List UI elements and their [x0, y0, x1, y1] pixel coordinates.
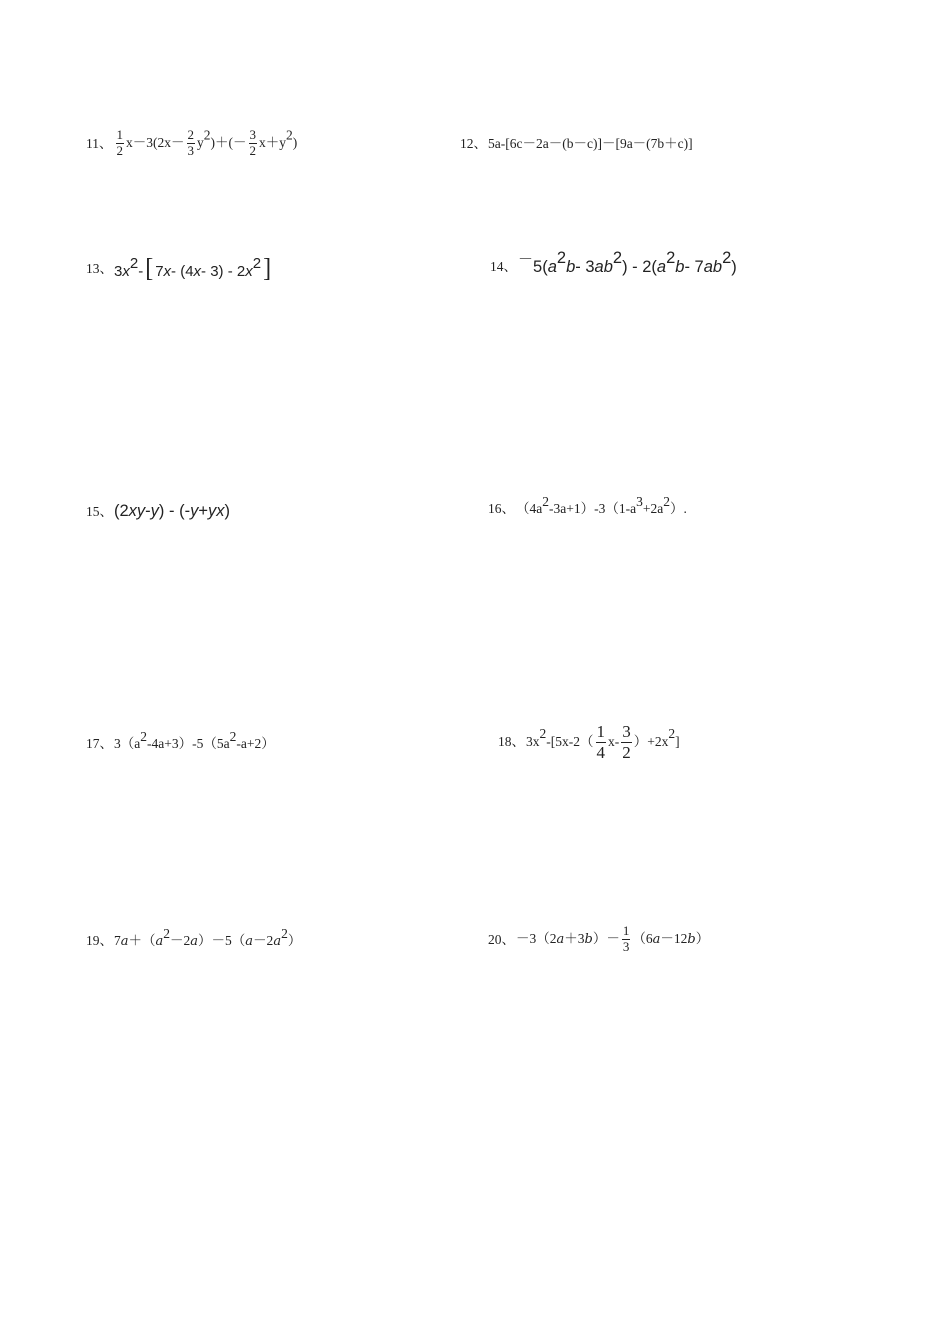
problem-number: 18、 [498, 734, 525, 750]
math-text: a [652, 931, 661, 947]
fraction-denominator: 3 [187, 142, 194, 158]
math-text: a [656, 258, 667, 277]
math-text: x－3(2x－ [126, 134, 185, 150]
problem-expression [516, 494, 687, 517]
math-text: ）－5（ [198, 933, 246, 949]
fraction-denominator: 2 [116, 142, 123, 158]
math-text: ） [287, 933, 302, 949]
math-text: 7 [155, 263, 164, 280]
superscript: 2 [203, 127, 211, 143]
fraction [622, 924, 631, 955]
math-text: ＋（ [128, 933, 156, 949]
problem-expression [114, 254, 273, 284]
math-text: x [122, 263, 130, 280]
math-text: -3a+1）-3（1-a [549, 501, 637, 517]
fraction-denominator: 2 [622, 742, 631, 762]
problem-number: 13、 [86, 261, 113, 277]
fraction-denominator: 4 [596, 742, 605, 762]
fraction-numerator: 2 [187, 127, 194, 142]
fraction-numerator: 1 [622, 923, 630, 938]
math-text: xy [128, 502, 146, 520]
math-text: -a+2） [236, 736, 275, 752]
superscript: 2 [612, 249, 623, 267]
problem-17 [86, 729, 275, 752]
fraction-denominator: 3 [622, 938, 630, 954]
math-text: - 3) - 2 [201, 263, 246, 280]
math-text: a [190, 934, 199, 950]
math-text: ) [731, 258, 737, 277]
math-text: ab [703, 258, 723, 277]
fraction [249, 128, 258, 159]
math-text: （6 [632, 930, 653, 946]
math-text: ) [224, 502, 230, 520]
math-text: - [138, 263, 144, 280]
fraction [187, 128, 196, 159]
math-text: -[5x-2（ [546, 733, 594, 749]
problem-12 [460, 137, 693, 151]
math-text: －2 [253, 933, 274, 949]
problem-13 [86, 254, 273, 284]
math-text: x [163, 263, 172, 280]
superscript: 2 [286, 127, 293, 143]
math-text: －12 [660, 930, 688, 946]
problem-14 [490, 249, 737, 277]
problem-number: 20、 [488, 931, 515, 947]
math-text: a [556, 931, 565, 947]
problem-expression [516, 924, 709, 955]
math-text: b [584, 931, 593, 947]
problem-16 [488, 494, 687, 517]
math-text: y [197, 134, 204, 150]
math-text: ] [675, 733, 680, 749]
superscript: 2 [140, 729, 147, 744]
math-text: a [245, 934, 254, 950]
math-text: ＋3 [564, 930, 585, 946]
problem-19 [86, 926, 302, 950]
problem-expression [114, 128, 298, 159]
math-text: a [547, 258, 557, 277]
math-text: ) - (- [158, 502, 191, 520]
superscript: 2 [663, 494, 670, 509]
fraction-numerator: 1 [116, 127, 123, 142]
math-text: (2 [114, 502, 129, 520]
superscript: 2 [281, 926, 288, 941]
superscript: 2 [163, 926, 171, 941]
math-text: ) - 2( [622, 258, 657, 277]
superscript: 3 [636, 494, 643, 509]
superscript: 2 [129, 254, 139, 272]
math-text: 3x [526, 733, 540, 749]
problem-number: 16、 [488, 501, 515, 517]
math-text: +2a [642, 501, 664, 517]
math-text: －3（2 [516, 930, 557, 946]
problem-expression [526, 722, 680, 762]
math-text: ） [695, 930, 710, 946]
fraction-denominator: 2 [249, 142, 256, 158]
math-text: b [687, 931, 696, 947]
math-text: 3（a [114, 736, 141, 752]
math-text: －2 [170, 933, 191, 949]
fraction-numerator: 3 [622, 722, 631, 741]
math-text: - (4 [171, 263, 194, 280]
math-text: ) [292, 134, 298, 150]
problem-number: 12、 [460, 136, 487, 152]
math-text: 7 [114, 933, 121, 949]
problem-11 [86, 128, 297, 159]
math-text: b [566, 258, 576, 277]
superscript: 2 [229, 729, 237, 744]
superscript: 2 [668, 726, 676, 742]
superscript: 2 [539, 726, 547, 742]
superscript: － [518, 250, 534, 268]
fraction [596, 722, 607, 762]
problem-number: 19、 [86, 933, 113, 949]
math-text: ab [594, 258, 613, 277]
fraction-numerator: 1 [596, 722, 605, 741]
superscript: 2 [556, 249, 567, 267]
math-text: x [245, 263, 253, 280]
fraction-numerator: 3 [249, 127, 256, 142]
math-text: - [145, 502, 151, 520]
problem-expression [488, 137, 693, 151]
math-text: x＋y [259, 134, 286, 150]
math-text: x- [608, 733, 620, 749]
math-text: a [120, 934, 129, 950]
bracket: ] [263, 254, 272, 284]
math-text: 5( [533, 258, 548, 277]
math-text: )＋(－ [210, 134, 247, 150]
math-text: 5a-[6c－2a－(b－c)]－[9a－(7b＋c)] [488, 136, 693, 151]
fraction [621, 722, 632, 762]
math-text: ）－ [592, 930, 620, 946]
problem-20 [488, 924, 709, 955]
problem-expression [114, 503, 230, 520]
superscript: 2 [542, 494, 549, 509]
math-text: 3 [114, 263, 123, 280]
problem-expression [114, 926, 302, 950]
problem-expression [518, 249, 737, 277]
math-text: （4a [516, 501, 543, 517]
math-text: b [675, 258, 685, 277]
problem-number: 14、 [490, 259, 517, 275]
superscript: 2 [252, 254, 262, 272]
superscript: 2 [666, 249, 676, 267]
fraction [116, 128, 125, 159]
problem-15 [86, 503, 230, 520]
math-text: a [155, 934, 164, 950]
math-text: y [190, 502, 199, 520]
problem-expression [114, 729, 275, 752]
problem-number: 15、 [86, 503, 113, 519]
superscript: 2 [722, 249, 732, 267]
problem-number: 11、 [86, 135, 113, 151]
math-text: yx [207, 502, 225, 520]
problem-number: 17、 [86, 736, 113, 752]
math-text: ）. [669, 501, 687, 517]
math-text: - 3 [575, 258, 595, 277]
math-text: a [273, 934, 282, 950]
math-text: -4a+3）-5（5a [147, 736, 230, 752]
problem-18 [498, 722, 680, 762]
math-text: ）+2x [633, 733, 669, 749]
bracket: [ [145, 254, 154, 284]
math-text: x [193, 263, 202, 280]
math-text: + [198, 502, 208, 520]
math-text: y [150, 502, 159, 520]
math-text: - 7 [684, 258, 704, 277]
